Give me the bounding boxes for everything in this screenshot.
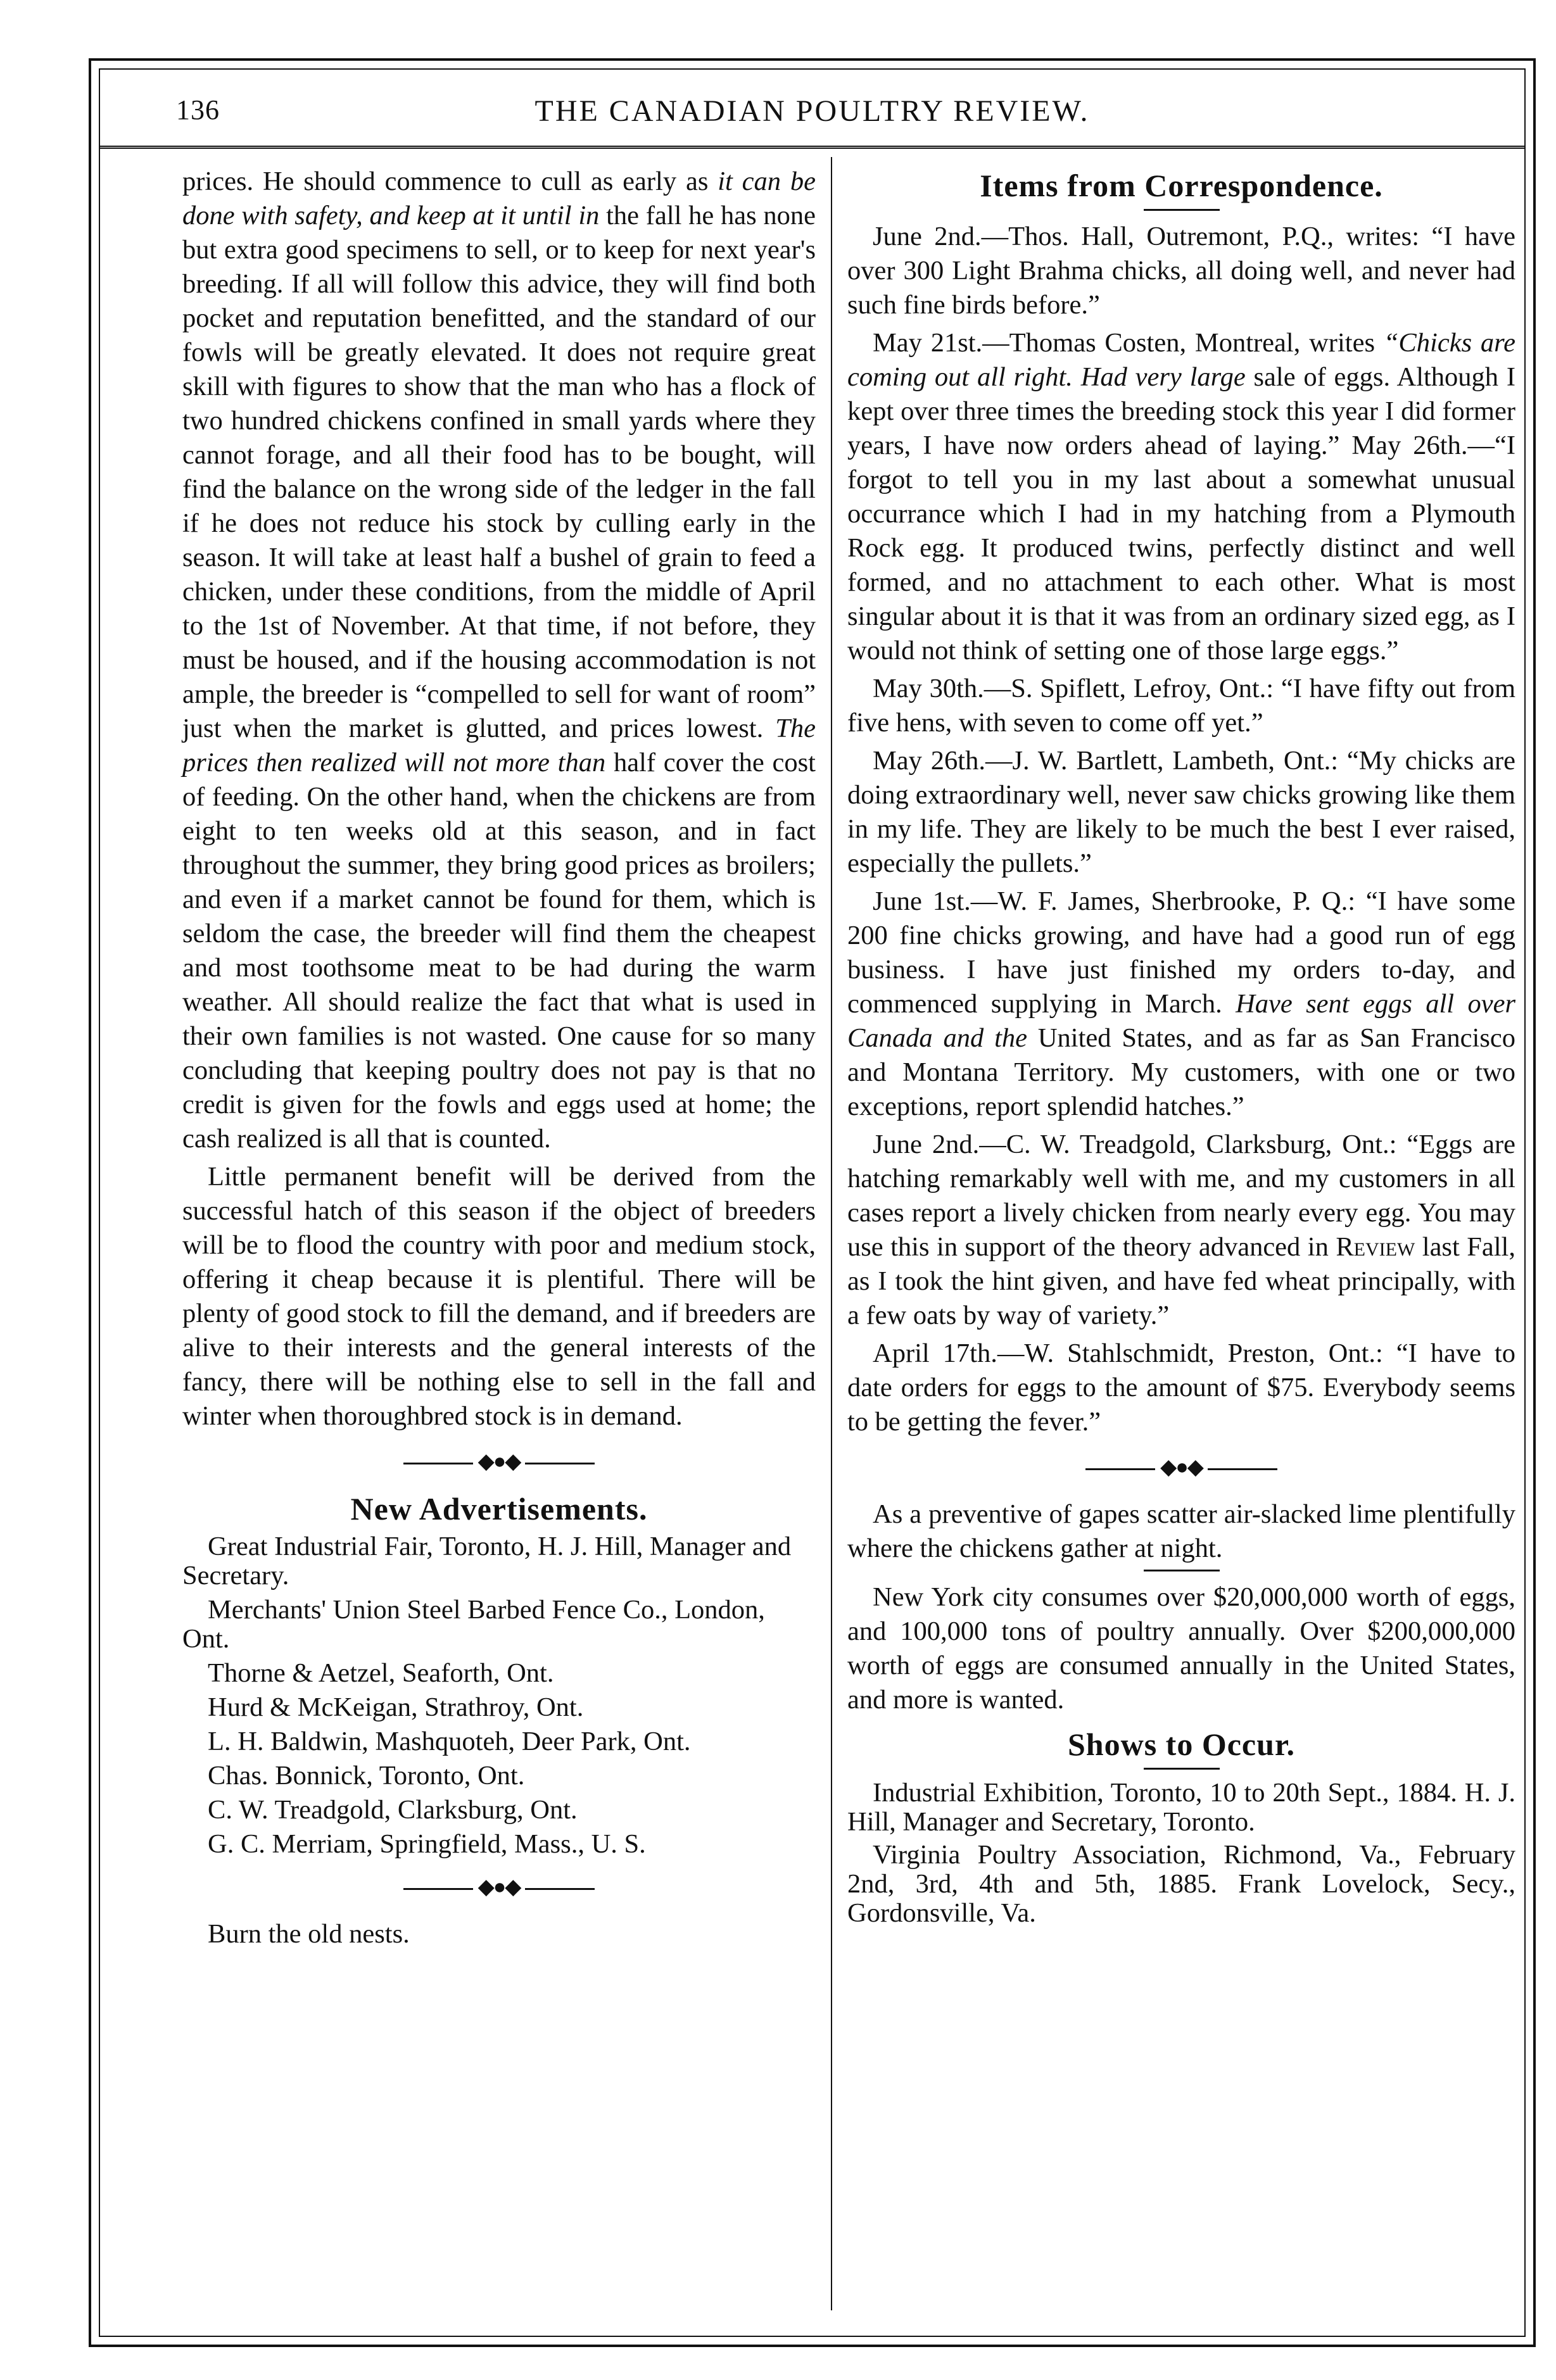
ornament-divider: ◆●◆: [847, 1451, 1515, 1485]
running-title: THE CANADIAN POULTRY REVIEW.: [534, 94, 1090, 128]
short-rule: [1144, 1570, 1220, 1571]
page-header: [100, 70, 1524, 149]
show-item: Industrial Exhibition, Toronto, 10 to 20th Sept., 1884. H. J. Hill, Manager and Secretary, Toronto.: [847, 1778, 1515, 1837]
page-frame: [89, 58, 1536, 2347]
list-item: G. C. Merriam, Springfield, Mass., U. S.: [208, 1829, 646, 1859]
list-item: Chas. Bonnick, Toronto, Ont.: [208, 1761, 525, 1791]
show-item: Virginia Poultry Association, Richmond, Va., February 2nd, 3rd, 4th and 5th, 1885. Frank Lovelock, Secy., Gordonsville, Va.: [847, 1840, 1515, 1928]
correspondence-item: June 1st.—W. F. James, Sherbrooke, P. Q.: “I have some 200 fine chicks growing, and have had a good run of egg business. I have just finished my orders to-day, and commenced supplying in March. Have sent eggs all over Canada and the United States, and as far as San Francisco and Montana Territory. My customers, with one or two exceptions, report splendid hatches.”: [847, 886, 1515, 1121]
eggs-consumption-note: New York city consumes over $20,000,000 worth of eggs, and 100,000 tons of poultry annually. Over $200,000,000 worth of eggs are consumed annually in the United States, and more is wanted.: [847, 1582, 1515, 1715]
correspondence-item: May 30th.—S. Spiflett, Lefroy, Ont.: “I have fifty out from five hens, with seven to come off yet.”: [847, 674, 1515, 738]
correspondence-heading: Items from Correspondence.: [980, 168, 1383, 203]
article-paragraph-2: Little permanent benefit will be derived from the successful hatch of this season if the object of breeders will be to flood the country with poor and medium stock, offering it cheap because it is plentiful. There will be plenty of good stock to fill the demand, and if breeders are alive to their interests and the general interests of the fancy, there will be nothing else to sell in the fall and winter when thoroughbred stock is in demand.: [182, 1162, 816, 1431]
ornament-divider: ◆●◆: [182, 1870, 816, 1905]
short-rule: [1144, 209, 1220, 211]
new-advertisements-heading: New Advertisements.: [350, 1491, 648, 1527]
article-paragraph-1: prices. He should commence to cull as early as it can be done with safety, and keep at it until in the fall he has none but extra good specimens to sell, or to keep for next year's breeding. If all will follow this advice, they will find both pocket and reputation benefitted, and the standard of our fowls will be greatly elevated. It does not require great skill with figures to show that the man who has a flock of two hundred chickens confined in small yards where they cannot forage, and all their food has to be bought, will find the balance on the wrong side of the ledger in the fall if he does not reduce his stock by culling early in the season. It will take at least half a bushel of grain to feed a chicken, under these conditions, from the middle of April to the 1st of November. At that time, if not before, they must be housed, and if the housing accommodation is not ample, the breeder is “compelled to sell for want of room” just when the market is glutted, and prices lowest. The prices then realized will not more than half cover the cost of feeding. On the other hand, when the chickens are from eight to ten weeks old at this season, and in fact throughout the summer, they bring good prices as broilers; and even if a market cannot be found for them, which is seldom the case, the breeder will find them the cheapest and most toothsome meat to be had during the warm weather. All should realize the fact that what is used in their own families is not wasted. One cause for so many concluding that keeping poultry does not pay is that no credit is given for the fowls and eggs used at home; the cash realized is all that is counted.: [182, 167, 816, 1154]
correspondence-item: April 17th.—W. Stahlschmidt, Preston, Ont.: “I have to date orders for eggs to the amount of $75. Everybody seems to be getting the fever.”: [847, 1338, 1515, 1437]
advertisements-list: [182, 1532, 816, 1859]
short-rule: [1144, 1768, 1220, 1770]
right-column: [847, 165, 1515, 1932]
left-column: [182, 165, 816, 1955]
list-item: Thorne & Aetzel, Seaforth, Ont.: [208, 1658, 554, 1688]
correspondence-item: June 2nd.—Thos. Hall, Outremont, P.Q., writes: “I have over 300 Light Brahma chicks, all doing well, and never had such fine birds before.”: [847, 222, 1515, 320]
correspondence-item: May 21st.—Thomas Costen, Montreal, writes “Chicks are coming out all right. Had very large sale of eggs. Although I kept over three times the breeding stock this year I did former years, I have now orders ahead of laying.” May 26th.—“I forgot to tell you in my last about a somewhat unusual occurrance which I had in my hatching from a Plymouth Rock egg. It produced twins, perfectly distinct and well formed, and no attachment to each other. What is most singular about it is that it was from an ordinary sized egg, as I would not think of setting one of those large eggs.”: [847, 328, 1515, 665]
list-item: C. W. Treadgold, Clarksburg, Ont.: [208, 1795, 578, 1825]
list-item: Hurd & McKeigan, Strathroy, Ont.: [208, 1692, 584, 1722]
correspondence-item: May 26th.—J. W. Bartlett, Lambeth, Ont.: “My chicks are doing extraordinary well, never saw chicks growing like them in my life. They are likely to be much the best I ever raised, especially the pullets.”: [847, 746, 1515, 878]
closing-note: Burn the old nests.: [208, 1919, 410, 1949]
list-item: Merchants' Union Steel Barbed Fence Co., London, Ont.: [182, 1595, 765, 1654]
shows-heading: Shows to Occur.: [1067, 1727, 1296, 1762]
page-inner-frame: [99, 68, 1526, 2337]
list-item: Great Industrial Fair, Toronto, H. J. Hill, Manager and Secretary.: [182, 1532, 792, 1590]
correspondence-item: June 2nd.—C. W. Treadgold, Clarksburg, Ont.: “Eggs are hatching remarkably well with me, and my customers in all cases report a lively chicken from nearly every egg. You may use this in support of the theory advanced in Review last Fall, as I took the hint given, and have fed wheat principally, with a few oats by way of variety.”: [847, 1130, 1515, 1330]
column-divider: [831, 157, 832, 2310]
gapes-note: As a preventive of gapes scatter air-slacked lime plentifully where the chickens gather at night.: [847, 1499, 1515, 1563]
ornament-divider: ◆●◆: [182, 1445, 816, 1479]
page-number: 136: [176, 94, 220, 125]
list-item: L. H. Baldwin, Mashquoteh, Deer Park, Ont.: [208, 1727, 691, 1756]
